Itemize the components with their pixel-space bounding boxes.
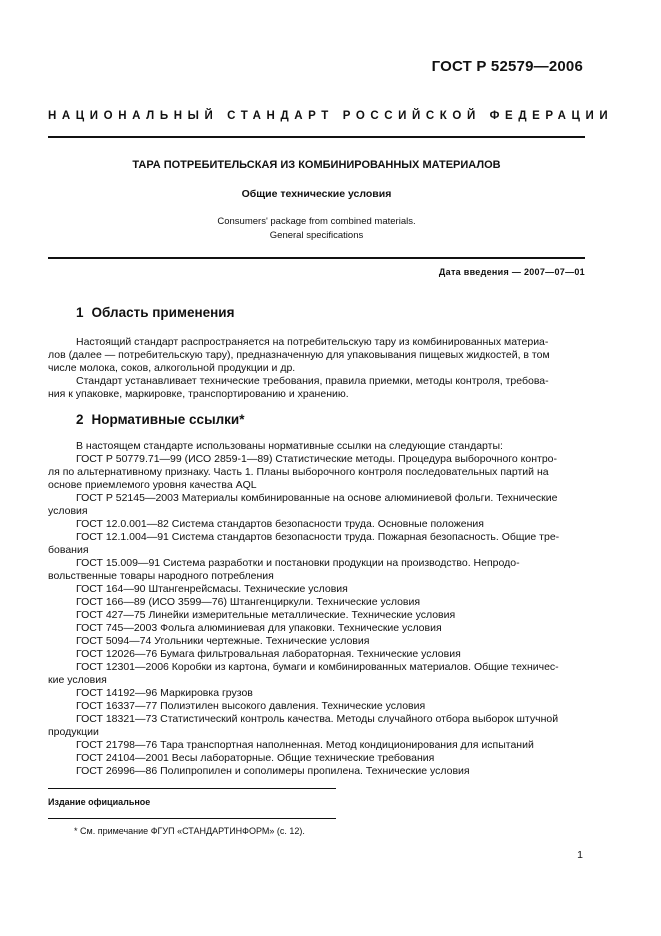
reference-line: ГОСТ 24104—2001 Весы лабораторные. Общие технические требования <box>76 752 435 764</box>
reference-line: ГОСТ 12.0.001—82 Система стандартов безопасности труда. Основные положения <box>76 518 484 530</box>
paragraph-line: Настоящий стандарт распространяется на потребительскую тару из комбинированных материа- <box>76 336 549 348</box>
english-title-line-1: Consumers' package from combined materials. <box>217 216 416 227</box>
reference-line: ГОСТ 5094—74 Угольники чертежные. Технические условия <box>76 635 370 647</box>
reference-line: ГОСТ Р 52145—2003 Материалы комбинированные на основе алюминиевой фольги. Технические <box>76 492 558 504</box>
footnote-rule <box>48 818 336 819</box>
reference-line: основе приемлемого уровня качества AQL <box>48 479 257 491</box>
introduction-date: Дата введения — 2007—07—01 <box>438 267 585 277</box>
section-2-number: 2 <box>76 412 84 427</box>
document-title: ТАРА ПОТРЕБИТЕЛЬСКАЯ ИЗ КОМБИНИРОВАННЫХ МАТЕРИАЛОВ <box>132 159 501 171</box>
paragraph-line: ния к упаковке, маркировке, транспортированию и хранению. <box>48 388 349 400</box>
section-1-title: Область применения <box>91 305 235 320</box>
title-bottom-rule <box>48 257 585 259</box>
reference-line: кие условия <box>48 674 107 686</box>
top-rule <box>48 136 585 138</box>
reference-line: ГОСТ 12301—2006 Коробки из картона, бумаги и комбинированных материалов. Общие техничес- <box>76 661 559 673</box>
reference-line: ГОСТ 164—90 Штангенрейсмасы. Технические условия <box>76 583 348 595</box>
section-1-heading <box>76 305 234 320</box>
reference-line: ля по альтернативному признаку. Часть 1. Планы выборочного контроля последовательных партий на <box>48 466 549 478</box>
reference-line: ГОСТ 26996—86 Полипропилен и сополимеры пропилена. Технические условия <box>76 765 470 777</box>
reference-line: вольственные товары народного потребления <box>48 570 274 582</box>
document-subtitle: Общие технические условия <box>241 188 392 200</box>
page-number: 1 <box>577 849 583 861</box>
section-2-title: Нормативные ссылки* <box>91 412 245 427</box>
reference-line: бования <box>48 544 89 556</box>
reference-line: ГОСТ 21798—76 Тара транспортная наполненная. Метод кондиционирования для испытаний <box>76 739 534 751</box>
paragraph-line: Стандарт устанавливает технические требования, правила приемки, методы контроля, требова- <box>76 375 549 387</box>
official-edition-label: Издание официальное <box>48 797 151 807</box>
reference-line: ГОСТ 12.1.004—91 Система стандартов безопасности труда. Пожарная безопасность. Общие тре- <box>76 531 560 543</box>
reference-line: ГОСТ 18321—73 Статистический контроль качества. Методы случайного отбора выборок штучной <box>76 713 559 725</box>
reference-line: ГОСТ 15.009—91 Система разработки и постановки продукции на производство. Непродо- <box>76 557 520 569</box>
english-title <box>48 215 585 243</box>
paragraph-line: числе молока, соков, алкогольной продукции и др. <box>48 362 296 374</box>
reference-line: ГОСТ 166—89 (ИСО 3599—76) Штангенциркули. Технические условия <box>76 596 421 608</box>
reference-line: продукции <box>48 726 99 738</box>
reference-line: ГОСТ 427—75 Линейки измерительные металлические. Технические условия <box>76 609 456 621</box>
reference-line: ГОСТ 16337—77 Полиэтилен высокого давления. Технические условия <box>76 700 426 712</box>
reference-line: ГОСТ 14192—96 Маркировка грузов <box>76 687 253 699</box>
section-2-heading <box>76 412 244 427</box>
reference-line: ГОСТ Р 50779.71—99 (ИСО 2859-1—89) Статистические методы. Процедура выборочного контро- <box>76 453 557 465</box>
official-rule <box>48 788 336 789</box>
reference-line: В настоящем стандарте использованы нормативные ссылки на следующие стандарты: <box>76 440 503 452</box>
section-1-number: 1 <box>76 305 84 320</box>
reference-line: условия <box>48 505 88 517</box>
paragraph-line: лов (далее — потребительскую тару), предназначенную для упаковывания пищевых жидкостей, в том <box>48 349 550 361</box>
section-1-body <box>48 336 585 401</box>
reference-line: ГОСТ 12026—76 Бумага фильтровальная лабораторная. Технические условия <box>76 648 461 660</box>
footnote: * См. примечание ФГУП «СТАНДАРТИНФОРМ» (с. 12). <box>74 826 305 836</box>
normative-references-list <box>48 440 585 778</box>
english-title-line-2: General specifications <box>269 230 364 241</box>
reference-line: ГОСТ 745—2003 Фольга алюминиевая для упаковки. Технические условия <box>76 622 442 634</box>
document-number: ГОСТ Р 52579—2006 <box>431 58 583 75</box>
national-standard-banner: НАЦИОНАЛЬНЫЙ СТАНДАРТ РОССИЙСКОЙ ФЕДЕРАЦИИ <box>48 110 614 122</box>
